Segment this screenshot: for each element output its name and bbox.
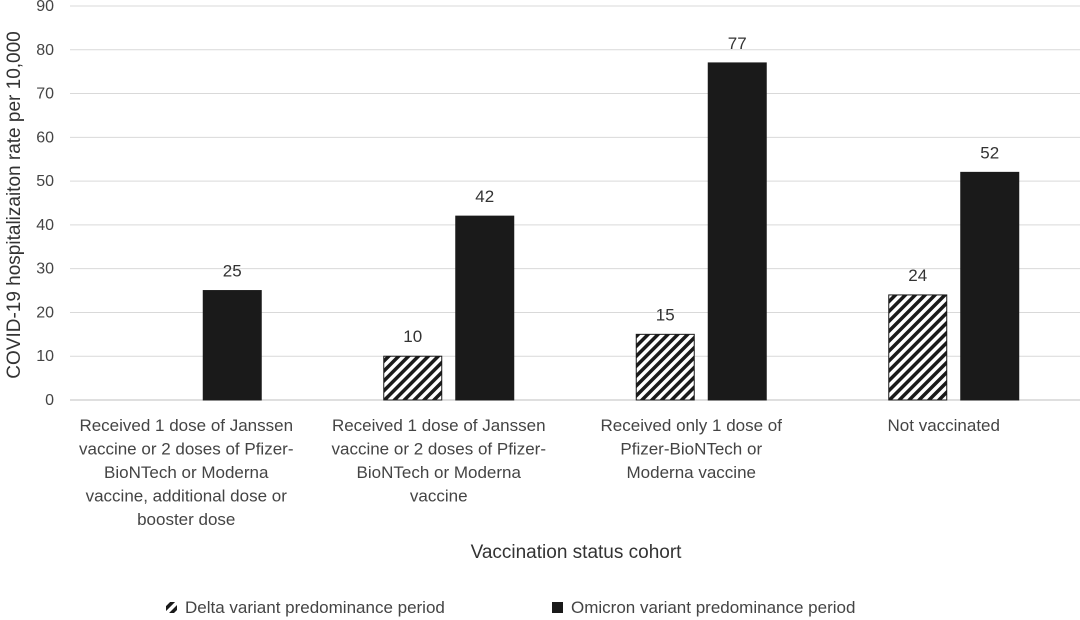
data-label: 24: [908, 265, 928, 285]
bar-omicron: [203, 291, 261, 400]
data-label: 77: [727, 33, 747, 53]
x-axis-categories: [79, 416, 1000, 529]
legend-label: Omicron variant predominance period: [571, 598, 856, 617]
y-tick-label: 60: [36, 129, 54, 147]
legend: [166, 598, 855, 617]
data-label: 15: [655, 305, 675, 325]
y-tick-label: 70: [36, 85, 54, 103]
x-category-label: BioNTech or Moderna: [104, 463, 269, 482]
y-tick-label: 30: [36, 260, 54, 278]
x-category-label: Received only 1 dose of: [600, 416, 782, 435]
legend-swatch-delta: [166, 602, 177, 613]
x-category-label: vaccine or 2 doses of Pfizer-: [331, 439, 546, 459]
y-tick-label: 40: [36, 216, 54, 234]
x-axis-title: Vaccination status cohort: [470, 542, 682, 563]
bars: [203, 63, 1019, 400]
bar-delta: [889, 295, 947, 400]
x-category-label: Received 1 dose of Janssen: [79, 416, 294, 435]
bar-omicron: [961, 172, 1019, 400]
y-axis-ticks: [36, 0, 54, 409]
y-tick-label: 50: [36, 173, 54, 191]
legend-label: Delta variant predominance period: [185, 598, 445, 617]
y-tick-label: 0: [45, 392, 54, 409]
bar-omicron: [456, 216, 514, 400]
x-category-label: BioNTech or Moderna: [356, 463, 521, 482]
y-tick-label: 90: [36, 0, 54, 15]
x-category-label: vaccine, additional dose or: [85, 486, 287, 506]
y-axis-title: COVID-19 hospitalizaiton rate per 10,000: [4, 31, 25, 379]
y-tick-label: 80: [36, 41, 54, 59]
x-category-label: vaccine or 2 doses of Pfizer-: [79, 439, 294, 459]
x-category-label: Not vaccinated: [887, 416, 1000, 435]
data-labels: [223, 34, 999, 346]
bar-delta: [636, 334, 694, 400]
bar-omicron: [708, 63, 766, 400]
x-category-label: vaccine: [409, 486, 468, 506]
x-category-label: Received 1 dose of Janssen: [331, 416, 546, 435]
data-label: 42: [475, 187, 495, 207]
x-category-label: Moderna vaccine: [626, 463, 756, 482]
data-label: 52: [980, 143, 1000, 163]
legend-swatch-omicron: [552, 602, 563, 613]
x-category-label: booster dose: [137, 510, 236, 529]
y-tick-label: 20: [36, 304, 54, 322]
data-label: 10: [403, 327, 423, 347]
bar-delta: [384, 356, 442, 400]
data-label: 25: [222, 261, 242, 281]
x-category-label: Pfizer-BioNTech or: [620, 439, 763, 459]
y-tick-label: 10: [36, 348, 54, 366]
